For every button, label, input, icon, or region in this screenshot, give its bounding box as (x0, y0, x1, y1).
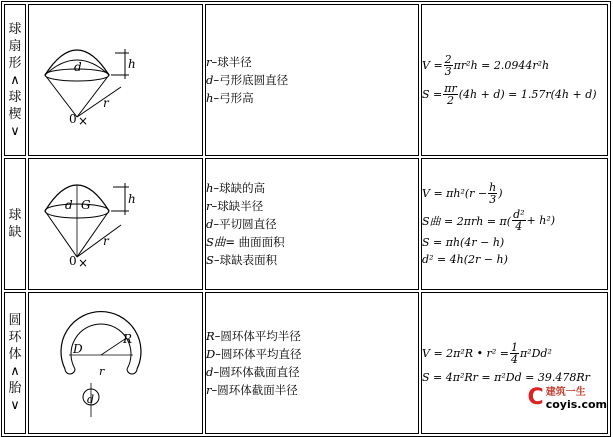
svg-text:G: G (81, 198, 91, 212)
svg-text:h: h (128, 57, 136, 71)
svg-text:r: r (99, 365, 105, 378)
svg-text:0: 0 (69, 254, 77, 268)
figure-torus (28, 292, 203, 434)
svg-text:d: d (87, 393, 95, 406)
svg-text:h: h (128, 192, 136, 206)
row-torus (4, 292, 608, 434)
curved-surface-formula: S曲 = 2πrh = π( $\frac{\text{d²}}{4}$ + h²) (422, 208, 556, 233)
surface-formula: S = 4π²Rr = π²Dd = 39.478Rr (422, 371, 590, 384)
logo-mark: C (527, 384, 544, 410)
svg-text:r: r (103, 234, 109, 248)
svg-text:r: r (103, 96, 109, 110)
volume-formula: V = πh²(r − $\frac{h}{3}$ ) (422, 181, 503, 206)
formulas-spherical-segment (421, 158, 608, 290)
torus-diagram (29, 293, 202, 429)
site-logo (528, 383, 607, 411)
svg-text:×: × (78, 114, 89, 128)
svg-text:d: d (74, 60, 82, 74)
svg-text:×: × (78, 256, 89, 270)
surface-formula: S = $\frac{\pi r}{2}$ (4h + d) = 1.57r(4h + d) (422, 82, 597, 107)
spherical-sector-diagram (29, 5, 202, 151)
volume-formula: V = 2π²R • r² = $\frac{1}{4}$ π²Dd² (422, 341, 552, 366)
surface-formula: S = πh(4r − h) (422, 236, 505, 249)
definitions-spherical-sector: r–球半径 d–弓形底圆直径 h–弓形高 (205, 4, 419, 156)
row-spherical-sector (4, 4, 608, 156)
logo-site: coyis.com (545, 398, 607, 411)
row-name: 圆 环 体 ∧ 胎 ∨ (4, 292, 26, 434)
volume-formula: V = $\frac{2}{3}$ πr²h = 2.0944r²h (422, 53, 550, 78)
row-name: 球 缺 (4, 158, 26, 290)
definitions-torus: R–圆环体平均半径 D–圆环体平均直径 d–圆环体截面直径 r–圆环体截面半径 (205, 292, 419, 434)
geometry-table (1, 1, 611, 437)
row-name: 球 扇 形 ∧ 球 楔 ∨ (4, 4, 26, 156)
svg-text:D: D (73, 342, 83, 356)
formulas-spherical-sector (421, 4, 608, 156)
formulas-torus (421, 292, 608, 434)
figure-spherical-segment (28, 158, 203, 290)
figure-spherical-sector (28, 4, 203, 156)
diameter-formula: d² = 4h(2r − h) (422, 253, 508, 266)
logo-title: 建筑一生 (545, 387, 586, 398)
definitions-spherical-segment: h–球缺的高 r–球缺半径 d–平切圆直径 S曲= 曲面面积 S–球缺表面积 (205, 158, 419, 290)
svg-text:d: d (65, 198, 73, 212)
spherical-segment-diagram (29, 159, 202, 285)
row-spherical-segment (4, 158, 608, 290)
svg-text:0: 0 (69, 112, 77, 126)
svg-text:R: R (123, 332, 133, 346)
